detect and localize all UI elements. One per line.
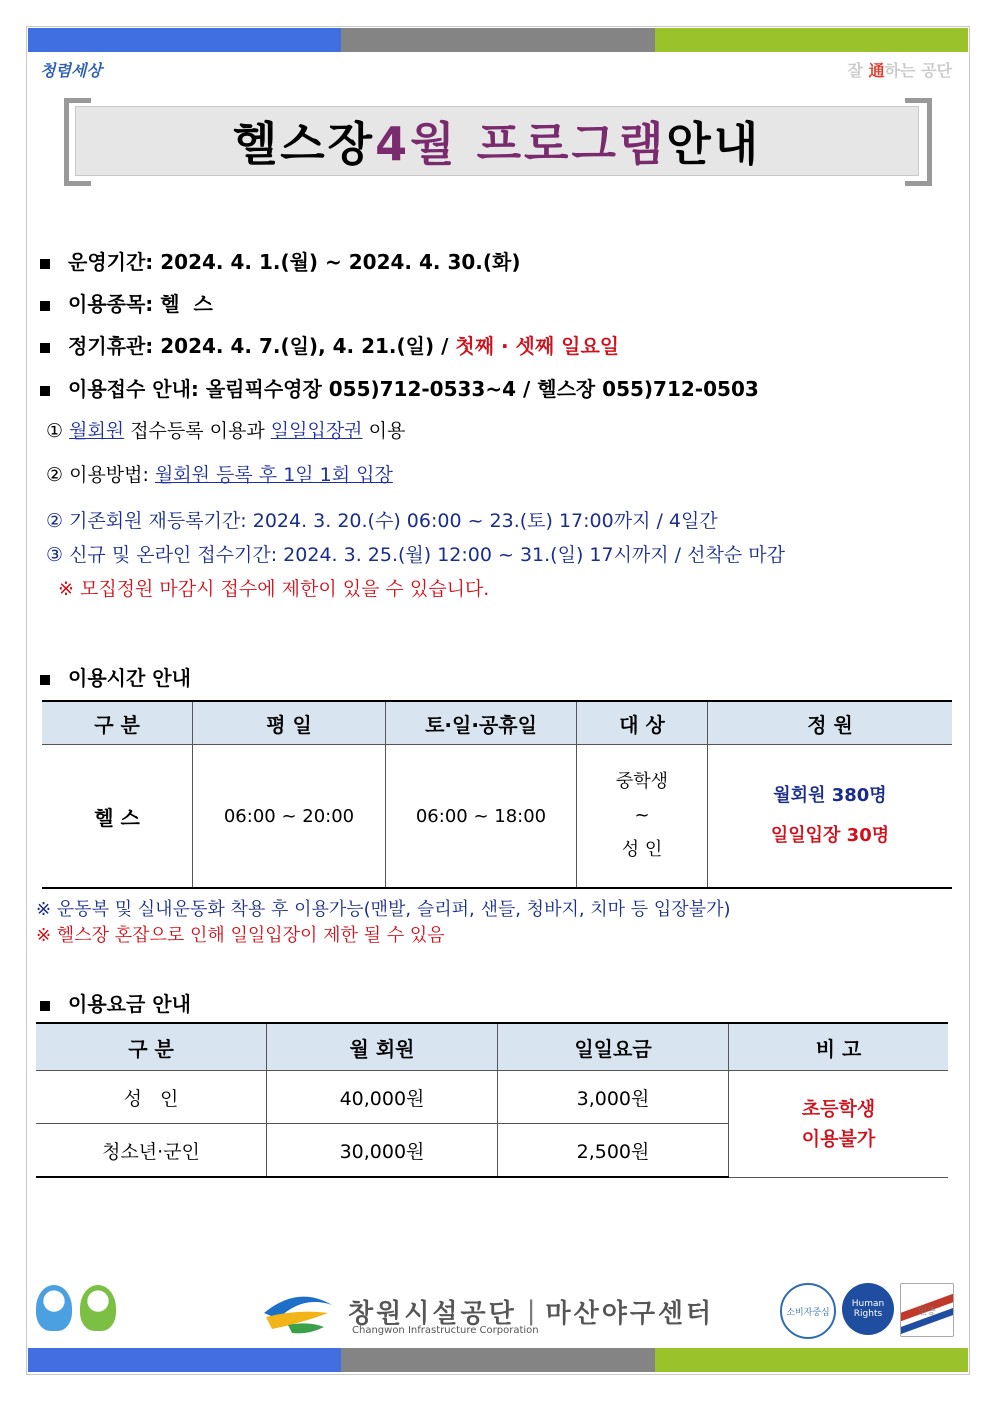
closed-line: 정기휴관: 2024. 4. 7.(일), 4. 21.(일) / 첫째 · 셋째 일요일 [40,330,619,359]
hours-note-crowd: ※ 헬스장 혼잡으로 인해 일일입장이 제한 될 수 있음 [36,925,445,946]
fees-heading: 이용요금 안내 [40,988,191,1017]
consumer-badge-icon: 소비자중심 [780,1283,836,1339]
period-line: 운영기간: 2024. 4. 1.(월) ~ 2024. 4. 30.(화) [40,246,520,275]
hours-header: 대 상 [577,701,708,745]
hours-header: 정 원 [708,701,953,745]
table-row [42,745,952,889]
fees-header: 일일요금 [498,1023,729,1071]
hours-target: 중학생 ~ 성 인 [577,745,708,889]
hours-header: 구 분 [42,701,193,745]
fees-monthly: 30,000원 [267,1124,498,1178]
mascot-characters [36,1285,116,1331]
fees-name: 성 인 [36,1071,267,1124]
hours-table [42,700,952,889]
left-logo: 청렴세상 [40,61,102,80]
fees-monthly: 40,000원 [267,1071,498,1124]
fees-table [36,1022,948,1178]
top-color-bar [28,28,968,52]
item-line: 이용종목: 헬 스 [40,288,213,317]
hours-weekday: 06:00 ~ 20:00 [193,745,386,889]
hours-header: 토·일·공휴일 [386,701,577,745]
mascot-icon [36,1285,72,1331]
fees-daily: 2,500원 [498,1124,729,1178]
contact-line: 이용접수 안내: 올림픽수영장 055)712-0533~4 / 헬스장 055)712-0503 [40,373,759,402]
sub-capacity-note: ※ 모집정원 마감시 접수에 제한이 있을 수 있습니다. [58,578,490,600]
hours-capacity: 월회원 380명 일일입장 30명 [708,745,953,889]
page-title: 헬스장 4월 프로그램 안내 [75,106,919,176]
center-name: 마산야구센터 [545,1298,715,1329]
footer-divider: | [526,1296,536,1326]
fees-name: 청소년·군인 [36,1124,267,1178]
fees-daily: 3,000원 [498,1071,729,1124]
hours-heading: 이용시간 안내 [40,662,191,691]
fees-header: 구 분 [36,1023,267,1071]
hours-note-attire: ※ 운동복 및 실내운동화 착용 후 이용가능(맨발, 슬리퍼, 샌들, 청바지, 치마 등 입장불가) [36,899,731,920]
certification-icon: 인증 [900,1283,954,1337]
human-rights-badge-icon: Human Rights [842,1283,894,1335]
hours-weekend: 06:00 ~ 18:00 [386,745,577,889]
sub-usage: ② 이용방법: 월회원 등록 후 1일 1회 입장 [46,464,393,486]
sub-membership: ① 월회원 접수등록 이용과 일일입장권 이용 [46,420,406,442]
mascot-icon [80,1285,116,1331]
sub-reregistration: ② 기존회원 재등록기간: 2024. 3. 20.(수) 06:00 ~ 23.(토) 17:00까지 / 4일간 [46,510,718,532]
fees-header: 비 고 [729,1023,949,1071]
fees-remark: 초등학생 이용불가 [729,1071,949,1178]
sub-new-registration: ③ 신규 및 온라인 접수기간: 2024. 3. 25.(월) 12:00 ~ 31.(일) 17시까지 / 선착순 마감 [46,544,785,566]
hours-name: 헬 스 [42,745,193,889]
bottom-color-bar [28,1348,968,1372]
right-logo: 잘 通하는 공단 [847,61,952,80]
hours-header: 평 일 [193,701,386,745]
org-name: 창원시설공단 [348,1298,517,1329]
org-emblem-icon [258,1283,338,1339]
footer-org-logo [258,1283,714,1339]
org-name-en: Changwon Infrastructure Corporation [352,1325,539,1336]
fees-header: 월 회원 [267,1023,498,1071]
table-row [36,1071,948,1124]
certification-badges [780,1283,954,1339]
